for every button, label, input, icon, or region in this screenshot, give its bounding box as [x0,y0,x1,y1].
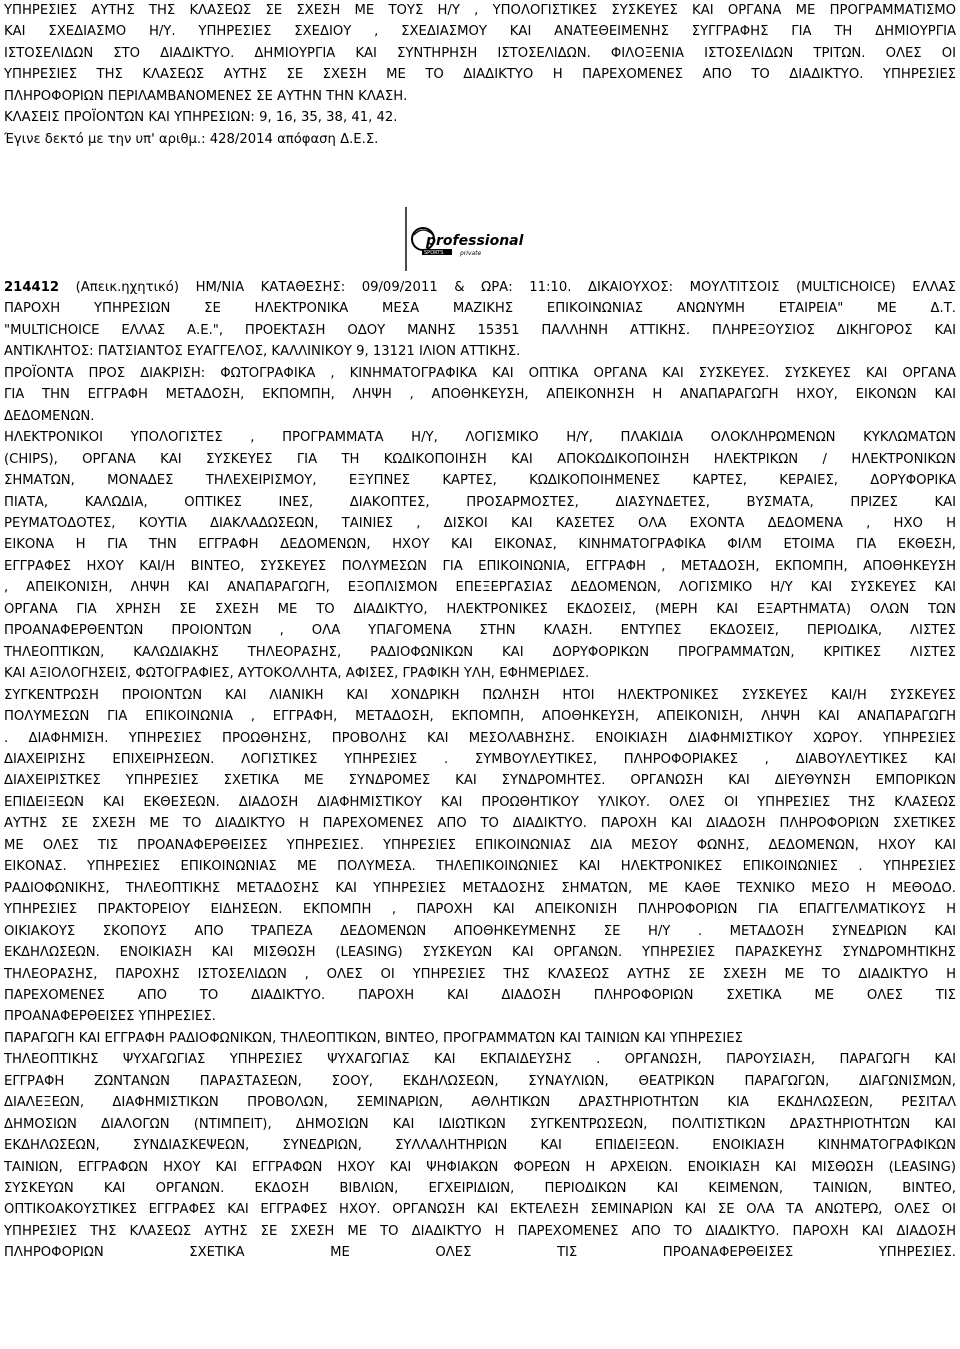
text-line: ΕΓΓΡΑΦΗ ΖΩΝΤΑΝΩΝ ΠΑΡΑΣΤΑΣΕΩΝ, ΣΟΟΥ, ΕΚΔΗΛΩΣΕΩΝ, ΣΥΝΑΥΛΙΩΝ, ΘΕΑΤΡΙΚΩΝ ΠΑΡΑΓΩΓΩΝ, ΔΙΑΓΩΝΙΣΜΩΝ, [4,1073,956,1089]
text-line: ΣΥΣΚΕΥΩΝ ΚΑΙ ΟΡΓΑΝΩΝ. ΕΚΔΟΣΗ ΒΙΒΛΙΩΝ, ΕΓΧΕΙΡΙΔΙΩΝ, ΠΕΡΙΟΔΙΚΩΝ ΚΑΙ ΚΕΙΜΕΝΩΝ, ΤΑΙΝΙΩΝ, ΒΙΝΤΕΟ, [4,1181,956,1197]
text-line: ΥΠΗΡΕΣΙΕΣ ΤΗΣ ΚΛΑΣΕΩΣ ΑΥΤΗΣ ΣΕ ΣΧΕΣΗ ΜΕ ΤΟ ΔΙΑΔΙΚΤΥΟ Η ΠΑΡΕΧΟΜΕΝΕΣ ΑΠΟ ΤΟ ΔΙΑΔΙΚΤΥΟ. ΠΑΡΟΧΗ ΚΑΙ ΔΙΑΔΟΣΗ [4,1223,956,1239]
text-line: ΠΡΟΑΝΑΦΕΡΘΕΝΤΩΝ ΠΡΟΙΟΝΤΩΝ , ΟΛΑ ΥΠΑΓΟΜΕΝΑ ΣΤΗΝ ΚΛΑΣΗ. ΕΝΤΥΠΕΣ ΕΚΔΟΣΕΙΣ, ΠΕΡΙΟΔΙΚΑ, ΛΙΣΤΕΣ [4,623,956,639]
text-line: "MULTICHOICE ΕΛΛΑΣ Α.Ε.", ΠΡΟΕΚΤΑΣΗ ΟΔΟΥ ΜΑΝΗΣ 15351 ΠΑΛΛΗΝΗ ΑΤΤΙΚΗΣ. ΠΛΗΡΕΞΟΥΣΙΟΣ ΔΙΚΗΓΟΡΟΣ ΚΑΙ [4,322,956,338]
text-line: ΠΑΡΟΧΗ ΥΠΗΡΕΣΙΩΝ ΣΕ ΗΛΕΚΤΡΟΝΙΚΑ ΜΕΣΑ ΜΑΖΙΚΗΣ ΕΠΙΚΟΙΝΩΝΙΑΣ ΑΝΩΝΥΜΗ ΕΤΑΙΡΕΙΑ" ΜΕ Δ.Τ. [4,301,956,317]
text-line: ΤΑΙΝΙΩΝ, ΕΓΓΡΑΦΩΝ ΗΧΟΥ ΚΑΙ ΕΓΓΡΑΦΩΝ ΗΧΟΥ ΚΑΙ ΨΗΦΙΑΚΩΝ ΦΟΡΕΩΝ Η ΑΡΧΕΙΩΝ. ΕΝΟΙΚΙΑΣΗ ΚΑΙ ΜΙΣΘΩΣΗ (LEASING) [4,1159,956,1175]
text-line: ΗΛΕΚΤΡΟΝΙΚΟΙ ΥΠΟΛΟΓΙΣΤΕΣ , ΠΡΟΓΡΑΜΜΑΤΑ Η/Υ, ΛΟΓΙΣΜΙΚΟ Η/Υ, ΠΛΑΚΙΔΙΑ ΟΛΟΚΛΗΡΩΜΕΝΩΝ ΚΥΚΛΩΜΑΤΩΝ [4,430,956,446]
previous-mark-continuation [4,0,956,150]
text-line: ΠΙΑΤΑ, ΚΑΛΩΔΙΑ, ΟΠΤΙΚΕΣ ΙΝΕΣ, ΔΙΑΚΟΠΤΕΣ, ΠΡΟΣΑΡΜΟΣΤΕΣ, ΔΙΑΣΥΝΔΕΤΕΣ, ΒΥΣΜΑΤΑ, ΠΡΙΖΕΣ ΚΑΙ [4,494,956,510]
text-line: ΚΑΙ ΣΧΕΔΙΑΣΜΟ Η/Υ. ΥΠΗΡΕΣΙΕΣ ΣΧΕΔΙΟΥ , ΣΧΕΔΙΑΣΜΟΥ ΚΑΙ ΑΝΑΤΕΘΕΙΜΕΝΗΣ ΣΥΓΓΡΑΦΗΣ ΓΙΑ ΤΗ ΔΗΜΙΟΥΡΓΙΑ [4,24,956,40]
text-line: ΕΠΙΔΕΙΞΕΩΝ ΚΑΙ ΕΚΘΕΣΕΩΝ. ΔΙΑΔΟΣΗ ΔΙΑΦΗΜΙΣΤΙΚΟΥ ΚΑΙ ΠΡΟΩΘΗΤΙΚΟΥ ΥΛΙΚΟΥ. ΟΛΕΣ ΟΙ ΥΠΗΡΕΣΙΕΣ ΤΗΣ ΚΛΑΣΕΩΣ [4,794,956,810]
text-line: ΠΟΛΥΜΕΣΩΝ ΓΙΑ ΕΠΙΚΟΙΝΩΝΙΑ , ΕΓΓΡΑΦΗ, ΜΕΤΑΔΟΣΗ, ΕΚΠΟΜΠΗ, ΑΠΟΘΗΚΕΥΣΗ, ΑΠΕΙΚΟΝΙΣΗ, ΛΗΨΗ ΚΑΙ ΑΝΑΠΑΡΑΓΩΓΗ [4,709,956,725]
text-line: , ΑΠΕΙΚΟΝΙΣΗ, ΛΗΨΗ ΚΑΙ ΑΝΑΠΑΡΑΓΩΓΗ, ΕΞΟΠΛΙΣΜΟΝ ΕΠΕΞΕΡΓΑΣΙΑΣ ΔΕΔΟΜΕΝΩΝ, ΛΟΓΙΣΜΙΚΟ Η/Υ ΚΑΙ ΣΥΣΚΕΥΕΣ ΚΑΙ [4,580,956,596]
text-line: ΑΝΤΙΚΛΗΤΟΣ: ΠΑΤΣΙΑΝΤΟΣ ΕΥΑΓΓΕΛΟΣ, ΚΑΛΛΙΝΙΚΟΥ 9, 13121 ΙΛΙΟΝ ΑΤΤΙΚΗΣ. [4,344,521,360]
text-line: ΕΓΓΡΑΦΕΣ ΗΧΟΥ ΚΑΙ/Η ΒΙΝΤΕΟ, ΣΥΣΚΕΥΕΣ ΠΟΛΥΜΕΣΩΝ ΓΙΑ ΕΠΙΚΟΙΝΩΝΙΑ, ΕΓΓΡΑΦΗ , ΜΕΤΑΔΟΣΗ, ΕΚΠΟΜΠΗ, ΑΠΟΘΗΚΕΥΣΗ [4,558,956,574]
text-line: ΔΕΔΟΜΕΝΩΝ. [4,408,95,424]
text-line: ΠΡΟΪΟΝΤΑ ΠΡΟΣ ΔΙΑΚΡΙΣΗ: ΦΩΤΟΓΡΑΦΙΚΑ , ΚΙΝΗΜΑΤΟΓΡΑΦΙΚΑ ΚΑΙ ΟΠΤΙΚΑ ΟΡΓΑΝΑ ΚΑΙ ΣΥΣΚΕΥΕΣ. ΣΥΣΚΕΥΕΣ ΚΑΙ ΟΡΓΑΝΑ [4,365,956,381]
text-line: ΡΕΥΜΑΤΟΔΟΤΕΣ, ΚΟΥΤΙΑ ΔΙΑΚΛΑΔΩΣΕΩΝ, ΤΑΙΝΙΕΣ , ΔΙΣΚΟΙ ΚΑΙ ΚΑΣΕΤΕΣ ΟΛΑ ΕΧΟΝΤΑ ΔΕΔΟΜΕΝΑ , ΗΧΟ Η [4,515,956,531]
text-line: ΥΠΗΡΕΣΙΕΣ ΠΡΑΚΤΟΡΕΙΟΥ ΕΙΔΗΣΕΩΝ. ΕΚΠΟΜΠΗ , ΠΑΡΟΧΗ ΚΑΙ ΑΠΕΙΚΟΝΙΣΗ ΠΛΗΡΟΦΟΡΙΩΝ ΓΙΑ ΕΠΑΓΓΕΛΜΑΤΙΚΟΥΣ Η [4,902,956,918]
text-line: ΔΙΑΧΕΙΡΙΣΗΣ ΕΠΙΧΕΙΡΗΣΕΩΝ. ΛΟΓΙΣΤΙΚΕΣ ΥΠΗΡΕΣΙΕΣ . ΣΥΜΒΟΥΛΕΥΤΙΚΕΣ, ΠΛΗΡΟΦΟΡΙΑΚΕΣ , ΔΙΑΒΟΥΛΕΥΤΙΚΕΣ ΚΑΙ [4,751,956,767]
text-line: (CHIPS), ΟΡΓΑΝΑ ΚΑΙ ΣΥΣΚΕΥΕΣ ΓΙΑ ΤΗ ΚΩΔΙΚΟΠΟΙΗΣΗ ΚΑΙ ΑΠΟΚΩΔΙΚΟΠΟΙΗΣΗ ΗΛΕΚΤΡΙΚΩΝ / ΗΛΕΚΤΡΟΝΙΚΩΝ [4,451,956,467]
text-line: ΙΣΤΟΣΕΛΙΔΩΝ ΣΤΟ ΔΙΑΔΙΚΤΥΟ. ΔΗΜΙΟΥΡΓΙΑ ΚΑΙ ΣΥΝΤΗΡΗΣΗ ΙΣΤΟΣΕΛΙΔΩΝ. ΦΙΛΟΞΕΝΙΑ ΙΣΤΟΣΕΛΙΔΩΝ ΤΡΙΤΩΝ. ΟΛΕΣ ΟΙ [4,45,956,61]
text-line: ΜΕ ΟΛΕΣ ΤΙΣ ΠΡΟΑΝΑΦΕΡΘΕΙΣΕΣ ΥΠΗΡΕΣΙΕΣ. ΥΠΗΡΕΣΙΕΣ ΕΠΙΚΟΙΝΩΝΙΑΣ ΔΙΑ ΜΕΣΟΥ ΦΩΝΗΣ, ΔΕΔΟΜΕΝΩΝ, ΗΧΟΥ ΚΑΙ [4,837,956,853]
entry-body [4,298,956,1263]
decision-line: Έγινε δεκτό με την υπ' αριθμ.: 428/2014 απόφαση Δ.Ε.Σ. [4,131,379,147]
classes-line: ΚΛΑΣΕΙΣ ΠΡΟΪΟΝΤΩΝ ΚΑΙ ΥΠΗΡΕΣΙΩΝ: 9, 16, 35, 38, 41, 42. [4,110,398,126]
entry-header-rest: (Απεικ.ηχητικό) ΗΜ/ΝΙΑ ΚΑΤΑΘΕΣΗΣ: 09/09/2011 & ΩΡΑ: 11:10. ΔΙΚΑΙΟΥΧΟΣ: ΜΟΥΛΤΙΤΣΟΙΣ (MULTICHOICE) ΕΛΛΑΣ [59,280,956,295]
logo-word: professional [426,233,524,249]
document-page [4,0,956,150]
text-line: ΥΠΗΡΕΣΙΕΣ ΑΥΤΗΣ ΤΗΣ ΚΛΑΣΕΩΣ ΣΕ ΣΧΕΣΗ ΜΕ ΤΟΥΣ Η/Υ , ΥΠΟΛΟΓΙΣΤΙΚΕΣ ΣΥΣΚΕΥΕΣ ΚΑΙ ΟΡΓΑΝΑ ΜΕ ΠΡΟΓΡΑΜΜΑΤΙΣΜΟ [4,3,956,18]
text-line: ΠΛΗΡΟΦΟΡΙΩΝ ΣΧΕΤΙΚΑ ΜΕ ΟΛΕΣ ΤΙΣ ΠΡΟΑΝΑΦΕΡΘΕΙΣΕΣ ΥΠΗΡΕΣΙΕΣ. [4,1245,956,1261]
text-line: ΔΗΜΟΣΙΩΝ ΔΙΑΛΟΓΩΝ (ΝΤΙΜΠΕΙΤ), ΔΗΜΟΣΙΩΝ ΚΑΙ ΙΔΙΩΤΙΚΩΝ ΣΥΓΚΕΝΤΡΩΣΕΩΝ, ΠΟΛΙΤΙΣΤΙΚΩΝ ΔΡΑΣΤΗΡΙΟΤΗΤΩΝ ΚΑΙ [4,1116,956,1132]
text-line: ΕΚΔΗΛΩΣΕΩΝ, ΣΥΝΔΙΑΣΚΕΨΕΩΝ, ΣΥΝΕΔΡΙΩΝ, ΣΥΛΛΑΛΗΤΗΡΙΩΝ ΚΑΙ ΕΠΙΔΕΙΞΕΩΝ. ΕΝΟΙΚΙΑΣΗ ΚΙΝΗΜΑΤΟΓΡΑΦΙΚΩΝ [4,1138,956,1154]
text-line: ΟΡΓΑΝΑ ΓΙΑ ΧΡΗΣΗ ΣΕ ΣΧΕΣΗ ΜΕ ΤΟ ΔΙΑΔΙΚΤΥΟ, ΗΛΕΚΤΡΟΝΙΚΕΣ ΕΚΔΟΣΕΙΣ, (ΜΕΡΗ ΚΑΙ ΕΞΑΡΤΗΜΑΤΑ) ΟΛΩΝ ΤΩΝ [4,601,956,617]
text-line: ΡΑΔΙΟΦΩΝΙΚΗΣ, ΤΗΛΕΟΠΤΙΚΗΣ ΜΕΤΑΔΟΣΗΣ ΚΑΙ ΥΠΗΡΕΣΙΕΣ ΜΕΤΑΔΟΣΗΣ ΣΗΜΑΤΩΝ, ΜΕ ΚΑΘΕ ΤΕΧΝΙΚΟ ΜΕΣΟ Η ΜΕΘΟΔΟ. [4,880,956,896]
text-line: ΤΗΛΕΟΠΤΙΚΩΝ, ΚΑΛΩΔΙΑΚΗΣ ΤΗΛΕΟΡΑΣΗΣ, ΡΑΔΙΟΦΩΝΙΚΩΝ ΚΑΙ ΔΟΡΥΦΟΡΙΚΩΝ ΠΡΟΓΡΑΜΜΑΤΩΝ, ΚΡΙΤΙΚΕΣ ΛΙΣΤΕΣ [4,644,956,660]
text-line: ΓΙΑ ΤΗΝ ΕΓΓΡΑΦΗ ΜΕΤΑΔΟΣΗ, ΕΚΠΟΜΠΗ, ΛΗΨΗ , ΑΠΟΘΗΚΕΥΣΗ, ΑΠΕΙΚΟΝΗΣΗ Η ΑΝΑΠΑΡΑΓΩΓΗ ΗΧΟΥ, ΕΙΚΟΝΩΝ ΚΑΙ [4,387,956,403]
professional-logo-icon [400,205,524,273]
text-line: ΟΠΤΙΚΟΑΚΟΥΣΤΙΚΕΣ ΕΓΓΡΑΦΕΣ ΚΑΙ ΕΓΓΡΑΦΕΣ ΗΧΟΥ. ΟΡΓΑΝΩΣΗ ΚΑΙ ΕΚΤΕΛΕΣΗ ΣΕΜΙΝΑΡΙΩΝ ΚΑΙ ΣΕ ΟΛΑ ΤΑ ΑΝΩΤΕΡΩ, ΟΛΕΣ ΟΙ [4,1202,956,1218]
text-line: ΑΥΤΗΣ ΣΕ ΣΧΕΣΗ ΜΕ ΤΟ ΔΙΑΔΙΚΤΥΟ Η ΠΑΡΕΧΟΜΕΝΕΣ ΑΠΟ ΤΟ ΔΙΑΔΙΚΤΥΟ. ΠΑΡΟΧΗ ΚΑΙ ΔΙΑΔΟΣΗ ΠΛΗΡΟΦΟΡΙΩΝ ΣΧΕΤΙΚΕΣ [4,816,956,832]
trademark-entry [4,277,956,1264]
text-line: ΤΗΛΕΟΠΤΙΚΗΣ ΨΥΧΑΓΩΓΙΑΣ ΥΠΗΡΕΣΙΕΣ ΨΥΧΑΓΩΓΙΑΣ ΚΑΙ ΕΚΠΑΙΔΕΥΣΗΣ . ΟΡΓΑΝΩΣΗ, ΠΑΡΟΥΣΙΑΣΗ, ΠΑΡΑΓΩΓΗ ΚΑΙ [4,1052,956,1068]
application-number: 214412 [4,280,60,295]
text-line: ΠΛΗΡΟΦΟΡΙΩΝ ΠΕΡΙΛΑΜΒΑΝΟΜΕΝΕΣ ΣΕ ΑΥΤΗΝ ΤΗΝ ΚΛΑΣΗ. [4,88,408,104]
text-line: ΠΑΡΑΓΩΓΗ ΚΑΙ ΕΓΓΡΑΦΗ ΡΑΔΙΟΦΩΝΙΚΩΝ, ΤΗΛΕΟΠΤΙΚΩΝ, ΒΙΝΤΕΟ, ΠΡΟΓΡΑΜΜΑΤΩΝ ΚΑΙ ΤΑΙΝΙΩΝ ΚΑΙ ΥΠΗΡΕΣΙΕΣ [4,1030,743,1046]
text-line: ΕΚΔΗΛΩΣΕΩΝ. ΕΝΟΙΚΙΑΣΗ ΚΑΙ ΜΙΣΘΩΣΗ (LEASING) ΣΥΣΚΕΥΩΝ ΚΑΙ ΟΡΓΑΝΩΝ. ΥΠΗΡΕΣΙΕΣ ΠΑΡΑΣΚΕΥΗΣ ΣΥΝΔΡΟΜΗΤΙΚΗΣ [4,945,956,961]
text-line: ΕΙΚΟΝΑ Η ΓΙΑ ΤΗΝ ΕΓΓΡΑΦΗ ΔΕΔΟΜΕΝΩΝ, ΗΧΟΥ ΚΑΙ ΕΙΚΟΝΑΣ, ΚΙΝΗΜΑΤΟΓΡΑΦΙΚΑ ΦΙΛΜ ΕΤΟΙΜΑ ΓΙΑ ΕΚΘΕΣΗ, [4,537,956,553]
text-line: ΣΗΜΑΤΩΝ, ΜΟΝΑΔΕΣ ΤΗΛΕΧΕΙΡΙΣΜΟΥ, ΕΞΥΠΝΕΣ ΚΑΡΤΕΣ, ΚΩΔΙΚΟΠΟΙΗΜΕΝΕΣ ΚΑΡΤΕΣ, ΚΕΡΑΙΕΣ, ΔΟΡΥΦΟΡΙΚΑ [4,473,956,489]
logo-sub-right: private [460,250,482,257]
text-line: ΚΑΙ ΑΞΙΟΛΟΓΗΣΕΙΣ, ΦΩΤΟΓΡΑΦΙΕΣ, ΑΥΤΟΚΟΛΛΗΤΑ, ΑΦΙΣΕΣ, ΓΡΑΦΙΚΗ ΥΛΗ, ΕΦΗΜΕΡΙΔΕΣ. [4,666,590,682]
trademark-logo [400,205,524,273]
logo-sub-left: SPORTS [424,250,444,256]
text-line: ΠΑΡΕΧΟΜΕΝΕΣ ΑΠΟ ΤΟ ΔΙΑΔΙΚΤΥΟ. ΠΑΡΟΧΗ ΚΑΙ ΔΙΑΔΟΣΗ ΠΛΗΡΟΦΟΡΙΩΝ ΣΧΕΤΙΚΑ ΜΕ ΟΛΕΣ ΤΙΣ [4,987,956,1003]
text-line: ΣΥΓΚΕΝΤΡΩΣΗ ΠΡΟΙΟΝΤΩΝ ΚΑΙ ΛΙΑΝΙΚΗ ΚΑΙ ΧΟΝΔΡΙΚΗ ΠΩΛΗΣΗ ΗΤΟΙ ΗΛΕΚΤΡΟΝΙΚΕΣ ΣΥΣΚΕΥΕΣ ΚΑΙ/Η ΣΥΣΚΕΥΕΣ [4,687,956,703]
text-line: . ΔΙΑΦΗΜΙΣΗ. ΥΠΗΡΕΣΙΕΣ ΠΡΟΩΘΗΣΗΣ, ΠΡΟΒΟΛΗΣ ΚΑΙ ΜΕΣΟΛΑΒΗΣΗΣ. ΕΝΟΙΚΙΑΣΗ ΔΙΑΦΗΜΙΣΤΙΚΟΥ ΧΩΡΟΥ. ΥΠΗΡΕΣΙΕΣ [4,730,956,746]
text-line: ΕΙΚΟΝΑΣ. ΥΠΗΡΕΣΙΕΣ ΕΠΙΚΟΙΝΩΝΙΑΣ ΜΕ ΠΟΛΥΜΕΣΑ. ΤΗΛΕΠΙΚΟΙΝΩΝΙΕΣ ΚΑΙ ΗΛΕΚΤΡΟΝΙΚΕΣ ΕΠΙΚΟΙΝΩΝΙΕΣ . ΥΠΗΡΕΣΙΕΣ [4,859,956,875]
text-line: ΟΙΚΙΑΚΟΥΣ ΣΚΟΠΟΥΣ ΑΠΟ ΤΡΑΠΕΖΑ ΔΕΔΟΜΕΝΩΝ ΑΠΟΘΗΚΕΥΜΕΝΗΣ ΣΕ Η/Υ . ΜΕΤΑΔΟΣΗ ΣΥΝΕΔΡΙΩΝ ΚΑΙ [4,923,956,939]
text-line: ΠΡΟΑΝΑΦΕΡΘΕΙΣΕΣ ΥΠΗΡΕΣΙΕΣ. [4,1009,216,1025]
text-line: ΔΙΑΛΕΞΕΩΝ, ΔΙΑΦΗΜΙΣΤΙΚΩΝ ΠΡΟΒΟΛΩΝ, ΣΕΜΙΝΑΡΙΩΝ, ΑΘΛΗΤΙΚΩΝ ΔΡΑΣΤΗΡΙΟΤΗΤΩΝ ΚΙΑ ΕΚΔΗΛΩΣΕΩΝ, ΡΕΣΙΤΑΛ [4,1095,956,1111]
text-line: ΥΠΗΡΕΣΙΕΣ ΤΗΣ ΚΛΑΣΕΩΣ ΑΥΤΗΣ ΣΕ ΣΧΕΣΗ ΜΕ ΤΟ ΔΙΑΔΙΚΤΥΟ Η ΠΑΡΕΧΟΜΕΝΕΣ ΑΠΟ ΤΟ ΔΙΑΔΙΚΤΥΟ. ΥΠΗΡΕΣΙΕΣ [4,67,956,83]
entry-header [4,277,956,298]
text-line: ΤΗΛΕΟΡΑΣΗΣ, ΠΑΡΟΧΗΣ ΙΣΤΟΣΕΛΙΔΩΝ , ΟΛΕΣ ΟΙ ΥΠΗΡΕΣΙΕΣ ΤΗΣ ΚΛΑΣΕΩΣ ΑΥΤΗΣ ΣΕ ΣΧΕΣΗ ΜΕ ΤΟ ΔΙΑΔΙΚΤΥΟ Η [4,966,956,982]
text-line: ΔΙΑΧΕΙΡΙΣΤΚΕΣ ΥΠΗΡΕΣΙΕΣ ΣΧΕΤΙΚΑ ΜΕ ΣΥΝΔΡΟΜΕΣ ΚΑΙ ΣΥΝΔΡΟΜΗΤΕΣ. ΟΡΓΑΝΩΣΗ ΚΑΙ ΔΙΕΥΘΥΝΣΗ ΕΜΠΟΡΙΚΩΝ [4,773,956,789]
